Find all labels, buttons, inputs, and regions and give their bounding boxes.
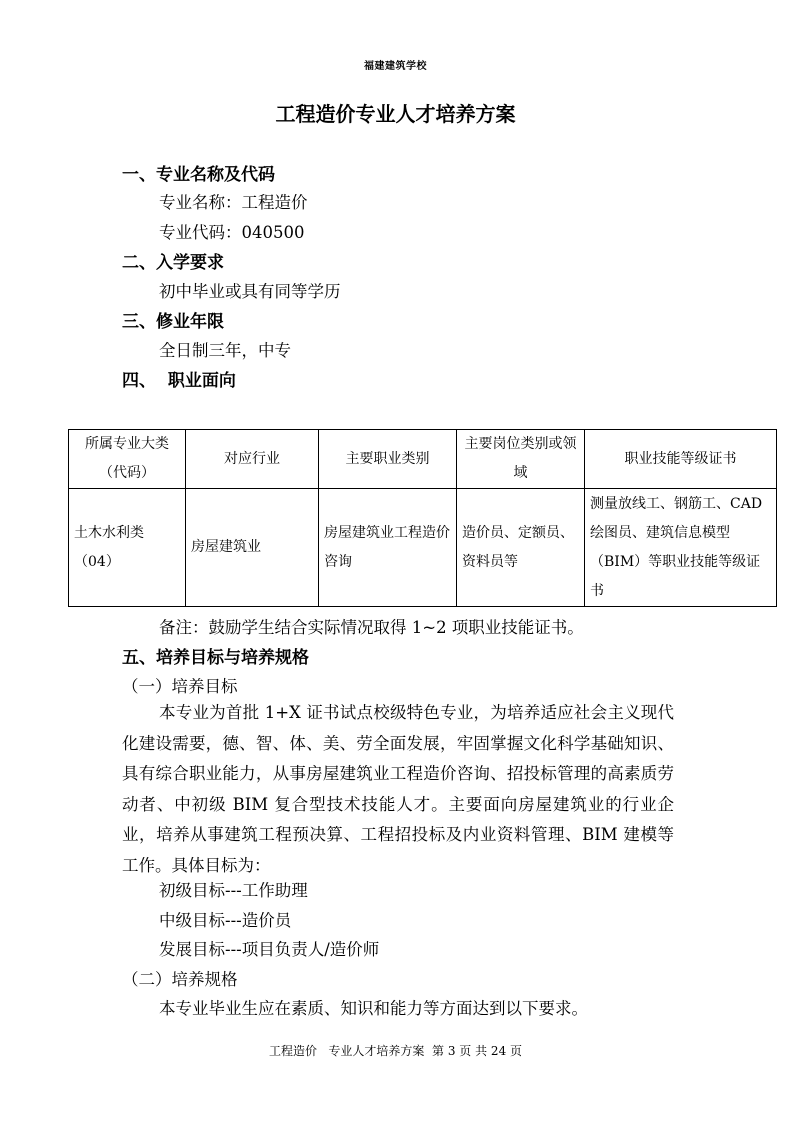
table-note: 备注：鼓励学生结合实际情况取得 1~2 项职业技能证书。 [159,618,584,637]
major-name: 专业名称：工程造价 [159,193,308,212]
target-item: 初级目标---工作助理 [159,881,308,900]
career-orientation-table [68,429,777,607]
target-item: 中级目标---造价员 [159,911,292,930]
section-2-heading: 二、入学要求 [122,253,224,273]
table-cell: 测量放线工、钢筋工、CAD绘图员、建筑信息模型（BIM）等职业技能等级证书 [585,489,777,607]
document-title: 工程造价专业人才培养方案 [275,102,516,126]
major-code: 专业代码：040500 [159,223,305,242]
section-1-heading: 一、专业名称及代码 [122,165,275,185]
goal-paragraph: 本专业为首批 1+X 证书试点校级特色专业，为培养适应社会主义现代化建设需要，德、智、体、美、劳全面发展，牢固掌握文化科学基础知识、具有综合职业能力，从事房屋建筑业工程造价咨询、招投标管理的高素质劳动者、中初级 BIM 复合型技术技能人才。主要面向房屋建筑业的行业企业，培养从事建筑工程预决算、工程招投标及内业资料管理、BIM 建模等工作。具体目标为： [122,703,674,875]
school-header: 福建建筑学校 [364,61,427,72]
spec-subheading: （二）培养规格 [122,970,238,989]
table-header-cell: 职业技能等级证书 [585,430,777,489]
table-header-row [69,430,777,489]
study-duration: 全日制三年，中专 [159,341,291,360]
section-5-heading: 五、培养目标与培养规格 [122,648,309,668]
section-3-heading: 三、修业年限 [122,312,224,332]
target-item: 发展目标---项目负责人/造价师 [159,940,380,959]
spec-text: 本专业毕业生应在素质、知识和能力等方面达到以下要求。 [159,999,588,1018]
table-row [69,489,777,607]
table-header-cell: 对应行业 [186,430,319,489]
section-4-heading: 四、 职业面向 [122,371,236,391]
table-header-cell: 所属专业大类（代码） [69,430,186,489]
goal-subheading: （一）培养目标 [122,677,238,696]
table-header-cell: 主要岗位类别或领域 [457,430,585,489]
table-cell: 房屋建筑业工程造价咨询 [319,489,457,607]
table-cell: 土木水利类（04） [69,489,186,607]
table-header-cell: 主要职业类别 [319,430,457,489]
admission-requirement: 初中毕业或具有同等学历 [159,282,341,301]
page-footer: 工程造价 专业人才培养方案 第 3 页 共 24 页 [268,1044,523,1058]
table-cell: 造价员、定额员、资料员等 [457,489,585,607]
table-cell: 房屋建筑业 [186,489,319,607]
